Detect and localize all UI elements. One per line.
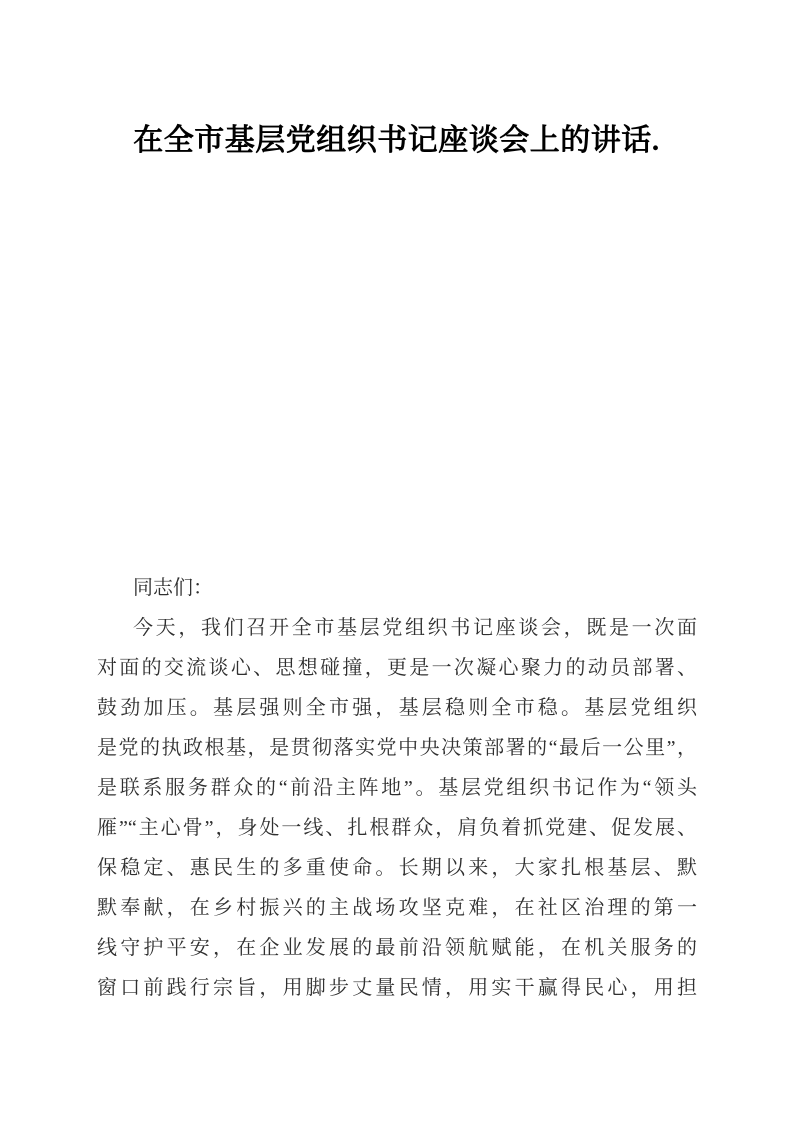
document-title: 在全市基层党组织书记座谈会上的讲话. xyxy=(133,124,660,157)
body-line: 是联系服务群众的“前沿主阵地”。基层党组织书记作为“领头 xyxy=(97,777,697,799)
document-body xyxy=(97,568,697,1008)
body-line: 是党的执政根基，是贯彻落实党中央决策部署的“最后一公里”， xyxy=(97,737,697,759)
body-line: 保稳定、惠民生的多重使命。长期以来，大家扎根基层、默 xyxy=(97,857,697,879)
body-line: 今天，我们召开全市基层党组织书记座谈会，既是一次面 xyxy=(133,617,697,639)
body-line: 线守护平安，在企业发展的最前沿领航赋能，在机关服务的 xyxy=(97,937,697,959)
body-line: 雁”“主心骨”，身处一线、扎根群众，肩负着抓党建、促发展、 xyxy=(97,817,697,839)
body-line: 窗口前践行宗旨，用脚步丈量民情，用实干赢得民心，用担 xyxy=(97,977,697,999)
body-line: 同志们： xyxy=(133,577,213,599)
body-line: 对面的交流谈心、思想碰撞，更是一次凝心聚力的动员部署、 xyxy=(97,657,697,679)
body-line: 默奉献，在乡村振兴的主战场攻坚克难，在社区治理的第一 xyxy=(97,897,697,919)
body-line: 鼓劲加压。基层强则全市强，基层稳则全市稳。基层党组织 xyxy=(97,697,697,719)
